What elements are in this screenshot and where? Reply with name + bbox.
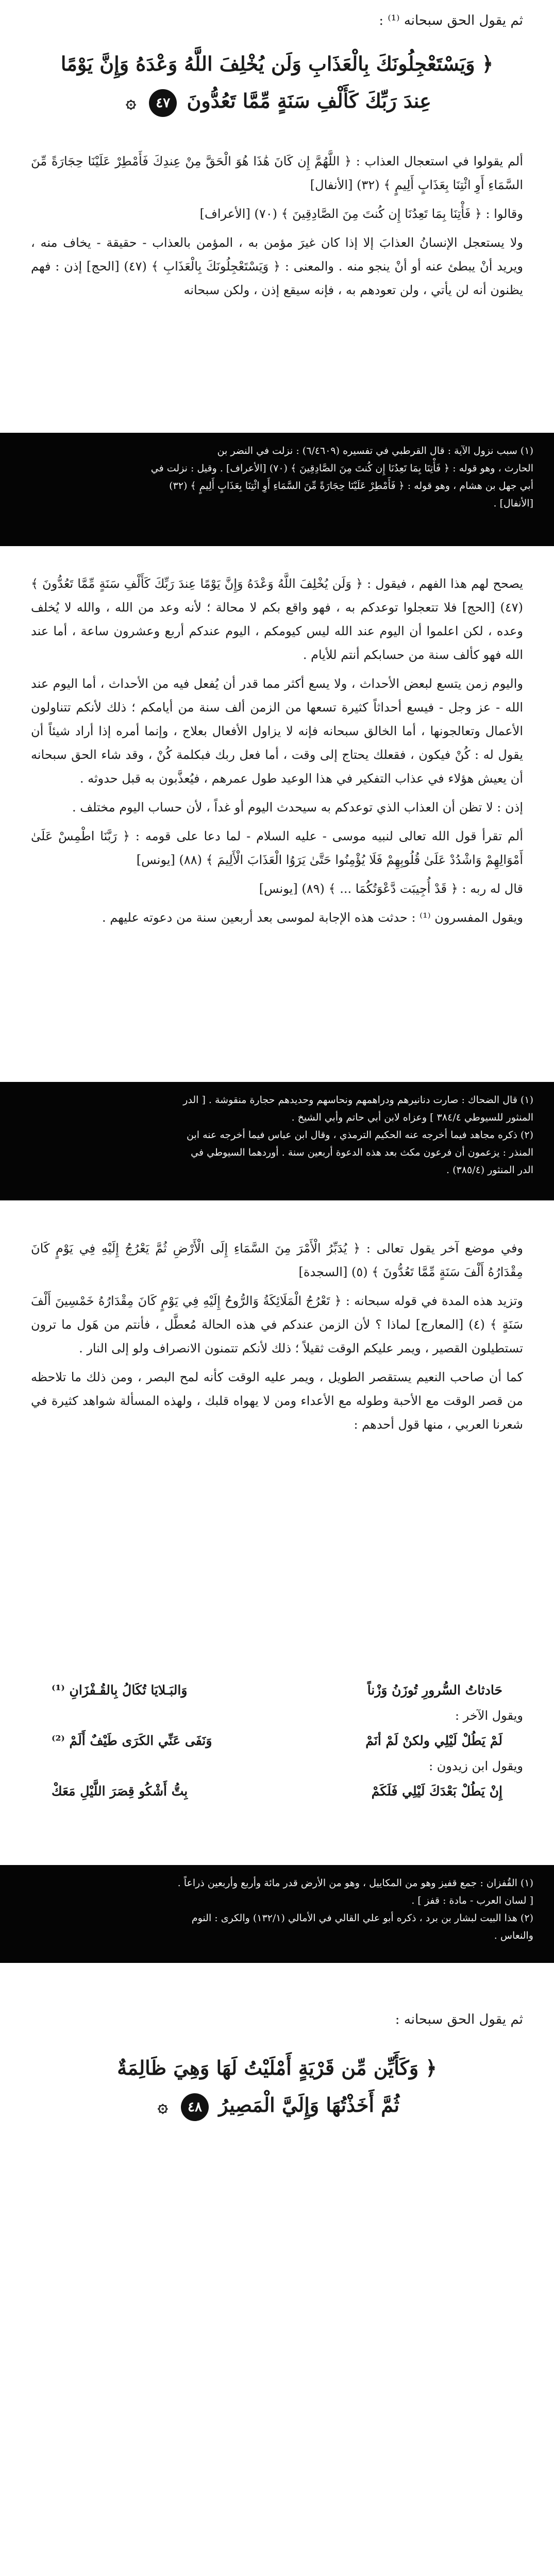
verse-48 [31, 2045, 523, 2129]
verse-text: عِندَ رَبِّكَ كَأَلْفِ سَنَةٍ مِّمَّا تَعُدُّونَ [187, 89, 431, 112]
paragraph: ويقول الآخر : [455, 1708, 523, 1723]
paragraph: ويقول المفسرون ⁽¹⁾ : حدثت هذه الإجابة لموسى بعد أربعين سنة من دعوته عليهم . [102, 910, 523, 925]
verse-number-badge: ٤٧ [149, 89, 177, 117]
footnote-line: [ لسان العرب - مادة : قفز ] . [411, 1895, 533, 1906]
poem-block [31, 1677, 523, 1805]
footnote-line: [الأنفال] . [493, 498, 533, 509]
verse-line [31, 2087, 523, 2125]
verse-line: ﴿ وَيَسْتَعْجِلُونَكَ بِالْعَذَابِ وَلَن يُخْلِفَ اللَّهُ وَعْدَهُ وَإِنَّ يَوْمًا [60, 52, 494, 75]
section-1-body [31, 149, 523, 307]
footnote-line: المنذر : يزعمون أن فرعون مكث بعد هذه الدعوة أربعين سنة . أوردهما السيوطي في [191, 1147, 533, 1158]
footnote-line: الدر المنثور (٣٨٥/٤) . [446, 1164, 533, 1176]
footnote-line: (١) سبب نزول الآية : قال القرطبي في تفسيره (٦/٤٦٠٩) : نزلت في النضر بن [217, 445, 533, 456]
section-2-body [31, 572, 523, 935]
paragraph: وقالوا : ﴿ فَأْتِنَا بِمَا تَعِدُنَا إِن كُنتَ مِنَ الصَّادِقِينَ ﴾ (٧٠) [الأعراف] [199, 207, 523, 221]
ornament-icon: ۞ [157, 2096, 168, 2116]
poem-hemistich: بِتُّ أَشْكُو قِصَرَ اللَّيْلِ مَعَكْ [52, 1784, 188, 1799]
verse-text: ثُمَّ أَخَذْتُهَا وَإِلَيَّ الْمَصِيرُ [219, 2093, 400, 2116]
footnote-line: (٢) ذكره مجاهد فيما أخرجه عنه الحكيم الترمذي ، وقال ابن عباس فيما أخرجه عنه ابن [187, 1129, 533, 1141]
footnote-line: أبي جهل بن هشام ، وهو قوله : ﴿ فَأَمْطِرْ عَلَيْنَا حِجَارَةً مِّنَ السَّمَاءِ أَوِ ائْتِنَا بِعَذَابٍ أَلِيمٍ ﴾ (٣٢) [169, 480, 533, 492]
poem-verse-3 [31, 1778, 523, 1805]
paragraph: يصحح لهم هذا الفهم ، فيقول : ﴿ وَلَن يُخْلِفَ اللَّهُ وَعْدَهُ وَإِنَّ يَوْمًا عِندَ رَبِّكَ كَأَلْفِ سَنَةٍ مِّمَّا تَعُدُّونَ ﴾ (٤٧) [الحج] فلا تتعجلوا توعدكم به ، فهو واقع بكم لا محالة ؛ لأنه وعد من الله ، والله لا يُخلف وعده ، لكن اعلموا أن اليوم عند الله ليس كيومكم ، اليوم عندكم أربع وعشرون ساعة ، أما عند الله فهو كألف سنة من حسابكم أنتم للأيام . [31, 577, 523, 662]
verse-47 [31, 41, 523, 125]
footnote-line: والنعاس . [494, 1930, 533, 1941]
footnote-line: الحارث ، وهو قوله : ﴿ فَأْتِنَا بِمَا تَعِدُنَا إِن كُنتَ مِنَ الصَّادِقِينَ ﴾ (٧٠) [الأعراف] . وقيل : نزلت في [150, 463, 533, 474]
footnote-line: (٢) هذا البيت لبشار بن برد ، ذكره أبو علي القالي في الأمالي (١٣٢/١) والكرى : النوم [191, 1912, 533, 1924]
paragraph: إذن : لا تظن أن العذاب الذي توعدكم به سيحدث اليوم أو غداً ، لأن حساب اليوم مختلف . [72, 800, 523, 815]
poem-hemistich: إِنْ يَطُلْ بَعْدَكَ لَيْلِي فَلَكَمْ [371, 1784, 502, 1799]
poem-verse-1 [31, 1677, 523, 1704]
poem-hemistich: وَالبَـلايَا تُكَالُ بِالقُـفْزَانِ ⁽¹⁾ [52, 1683, 188, 1698]
paragraph: وتزيد هذه المدة في قوله سبحانه : ﴿ تَعْرُجُ الْمَلَائِكَةُ وَالرُّوحُ إِلَيْهِ فِي يَوْمٍ كَانَ مِقْدَارُهُ خَمْسِينَ أَلْفَ سَنَةٍ ﴾ (٤) [المعارج] لماذا ؟ لأن الزمن عندكم في هذه الحالة مُعطَّل ، فأنتم من هَول ما ترون تستطيلون القصير ، ويمر عليكم الوقت ثقيلاً ؛ ذلك لأنكم تتمنون الانصراف ولو إلى النار . [31, 1294, 523, 1355]
paragraph: ألم تقرأ قول الله تعالى لنبيه موسى - عليه السلام - لما دعا على قومه : ﴿ رَبَّنَا اطْمِسْ عَلَىٰ أَمْوَالِهِمْ وَاشْدُدْ عَلَىٰ قُلُوبِهِمْ فَلَا يُؤْمِنُوا حَتَّىٰ يَرَوُا الْعَذَابَ الْأَلِيمَ ﴾ (٨٨) [يونس] [31, 829, 523, 867]
footnote-box-3 [0, 1865, 554, 1963]
footnote-line: (١) قال الضحاك : صارت دنانيرهم ودراهمهم ونحاسهم وحديدهم حجارة منقوشة . [ الدر [183, 1094, 533, 1106]
section-3-body [31, 1236, 523, 1442]
poem-hemistich: حَادثاتُ السُّرورِ تُوزَنُ وَزْناً [367, 1683, 502, 1698]
intro-line-2: ثم يقول الحق سبحانه : [395, 2012, 523, 2027]
paragraph: وفي موضع آخر يقول تعالى : ﴿ يُدَبِّرُ الْأَمْرَ مِنَ السَّمَاءِ إِلَى الْأَرْضِ ثُمَّ يَعْرُجُ إِلَيْهِ فِي يَوْمٍ كَانَ مِقْدَارُهُ أَلْفَ سَنَةٍ مِّمَّا تَعُدُّونَ ﴾ (٥) [السجدة] [31, 1241, 523, 1279]
paragraph: كما أن صاحب النعيم يستقصر الطويل ، ويمر عليه الوقت كأنه لمح البصر ، ومن ذلك ما تلاحظه من قصر الوقت مع الأحبة وطوله مع الأعداء ومن لا يهواه قلبك ، ولهذه المسألة شواهد كثيرة في شعرنا العربي ، منها قول أحدهم : [31, 1370, 523, 1432]
intro-line-1: ثم يقول الحق سبحانه ⁽¹⁾ : [379, 13, 523, 28]
paragraph: ولا يستعجل الإنسانُ العذابَ إلا إذا كان غيرَ مؤمن به ، المؤمن بالعذاب - حقيقة - يخاف منه ، ويريد أنْ يبطئ عنه أو أنْ ينجو منه . والمعنى : ﴿ وَيَسْتَعْجِلُونَكَ بِالْعَذَابِ ﴾ (٤٧) [الحج] إذن : فهم يظنون أنه لن يأتي ، ولن تعودهم به ، فإنه سيقع إذن ، ولكن سبحانه [31, 235, 523, 297]
verse-number-badge: ٤٨ [181, 2093, 209, 2121]
footnote-box-1 [0, 433, 554, 546]
paragraph: قال له ربه : ﴿ قَدْ أُجِيبَت دَّعْوَتُكُمَا ... ﴾ (٨٩) [يونس] [259, 882, 523, 896]
verse-line [31, 82, 523, 121]
poem-hemistich: لَمْ يَطُلْ لَيْلِي ولكنْ لَمْ أنَمْ [365, 1733, 502, 1748]
footnote-line: المنثور للسيوطي ٣٨٤/٤ ] وعزاه لابن أبي حاتم وأبي الشيخ . [291, 1112, 533, 1123]
paragraph: ويقول ابن زيدون : [429, 1759, 523, 1773]
poem-verse-2 [31, 1727, 523, 1754]
poem-hemistich: وَنَفَى عَنِّي الكَرَى طَيْفٌ أَلَمْ ⁽²⁾ [52, 1733, 212, 1748]
paragraph: ألم يقولوا في استعجال العذاب : ﴿ اللَّهُمَّ إِن كَانَ هَٰذَا هُوَ الْحَقَّ مِنْ عِندِكَ فَأَمْطِرْ عَلَيْنَا حِجَارَةً مِّنَ السَّمَاءِ أَوِ ائْتِنَا بِعَذَابٍ أَلِيمٍ ﴾ (٣٢) [الأنفال] [31, 154, 523, 192]
footnote-line: (١) القُفزان : جمع قفيز وهو من المكاييل ، وهو من الأرض قدر مائة وأربع وأربعين ذراعاً . [177, 1877, 533, 1889]
paragraph: واليوم زمن يتسع لبعض الأحداث ، ولا يسع أكثر مما قدر أن يُفعل فيه من الأحداث ، أما اليوم عند الله - عز وجل - فيسع أحداثاً كثيرة تسعها من الزمن ألف سنة من أيامكم ؛ ذلك لأنكم تتناولون الأعمال وتعالجونها ، أما الخالق سبحانه فإنه لا يزاول الأفعال بعلاج ، وإنما أمره إذا أراد شيئاً أن يقول له : كُنْ فيكون ، فقعلك يحتاج إلى وقت ، أما فعل ربك فبكلمة كُنْ ، وقد شاء الحق سبحانه أن يعيش هؤلاء في عذاب التفكير في هذا الوعيد طول عمرهم ، فيُعذَّبون به قبل حدوثه . [31, 676, 523, 786]
verse-line: ﴿ وَكَأَيِّن مِّن قَرْيَةٍ أَمْلَيْتُ لَهَا وَهِيَ ظَالِمَةٌ [117, 2056, 437, 2079]
footnote-box-2 [0, 1082, 554, 1200]
ornament-icon: ۞ [126, 92, 136, 112]
